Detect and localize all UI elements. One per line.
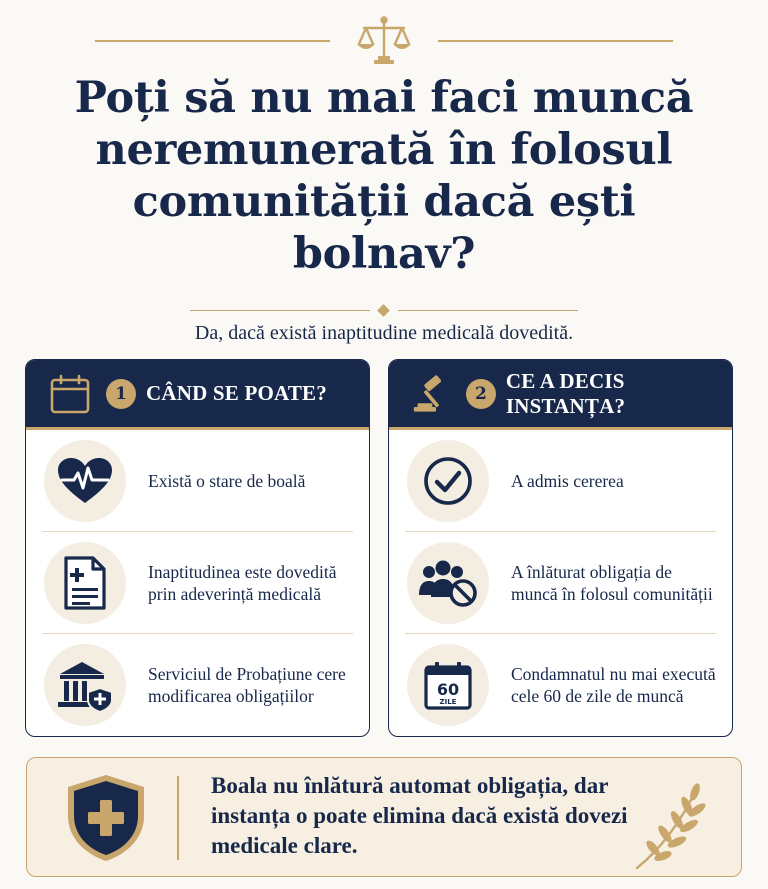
list-item bbox=[42, 430, 353, 532]
calendar-icon bbox=[48, 372, 92, 416]
list-item bbox=[42, 634, 353, 736]
calendar-number: 60 bbox=[436, 680, 460, 699]
people-prohibited-icon bbox=[407, 542, 489, 624]
subtitle: Da, dacă există inaptitudine medicală dovedită. bbox=[194, 322, 574, 344]
step-number-badge: 1 bbox=[106, 379, 136, 409]
footer-note bbox=[26, 757, 742, 877]
panel-court-decision bbox=[388, 359, 733, 737]
check-circle-icon bbox=[407, 440, 489, 522]
medical-document-icon bbox=[44, 542, 126, 624]
heart-pulse-icon bbox=[44, 440, 126, 522]
list-item bbox=[405, 532, 716, 634]
footer-divider bbox=[177, 776, 179, 860]
item-text: Serviciul de Probațiune cere modificarea obligațiilor bbox=[148, 664, 346, 706]
gavel-icon bbox=[411, 372, 452, 416]
list-item bbox=[405, 430, 716, 532]
panel-heading: CÂND SE POATE? bbox=[146, 381, 327, 405]
title-divider bbox=[190, 306, 578, 316]
panel-when-possible bbox=[25, 359, 370, 737]
item-text: A înlăturat obligația de muncă în folosul comunității bbox=[511, 561, 713, 604]
diamond-ornament-icon bbox=[377, 304, 390, 317]
calendar-60-days-icon bbox=[407, 644, 489, 726]
step-number-badge: 2 bbox=[466, 379, 496, 409]
ornament-line-left bbox=[95, 40, 330, 42]
item-text: A admis cererea bbox=[511, 470, 624, 491]
list-item bbox=[42, 532, 353, 634]
item-text: Există o stare de boală bbox=[148, 470, 306, 491]
panel-heading: CE A DECIS INSTANȚA? bbox=[505, 368, 626, 418]
shield-cross-icon bbox=[63, 772, 149, 864]
list-item bbox=[405, 634, 716, 736]
scales-of-justice-icon bbox=[354, 14, 414, 70]
calendar-unit: ZILE bbox=[439, 698, 457, 706]
page-title: Poți să nu mai faci muncă neremunerată în folosul comunității dacă ești bolnav? bbox=[74, 73, 694, 279]
institution-medical-icon bbox=[44, 644, 126, 726]
ornament-line-right bbox=[438, 40, 673, 42]
item-text: Inaptitudinea este dovedită prin adeverință medicală bbox=[148, 561, 337, 604]
panel-header bbox=[26, 360, 369, 430]
footer-text: Boala nu înlătură automat obligația, dar instanța o poate elimina dacă există dovezi medicale clare. bbox=[211, 773, 628, 858]
item-text: Condamnatul nu mai execută cele 60 de zile de muncă bbox=[511, 664, 716, 706]
laurel-icon bbox=[627, 780, 717, 872]
top-ornament bbox=[0, 14, 768, 70]
panel-header bbox=[389, 360, 732, 430]
